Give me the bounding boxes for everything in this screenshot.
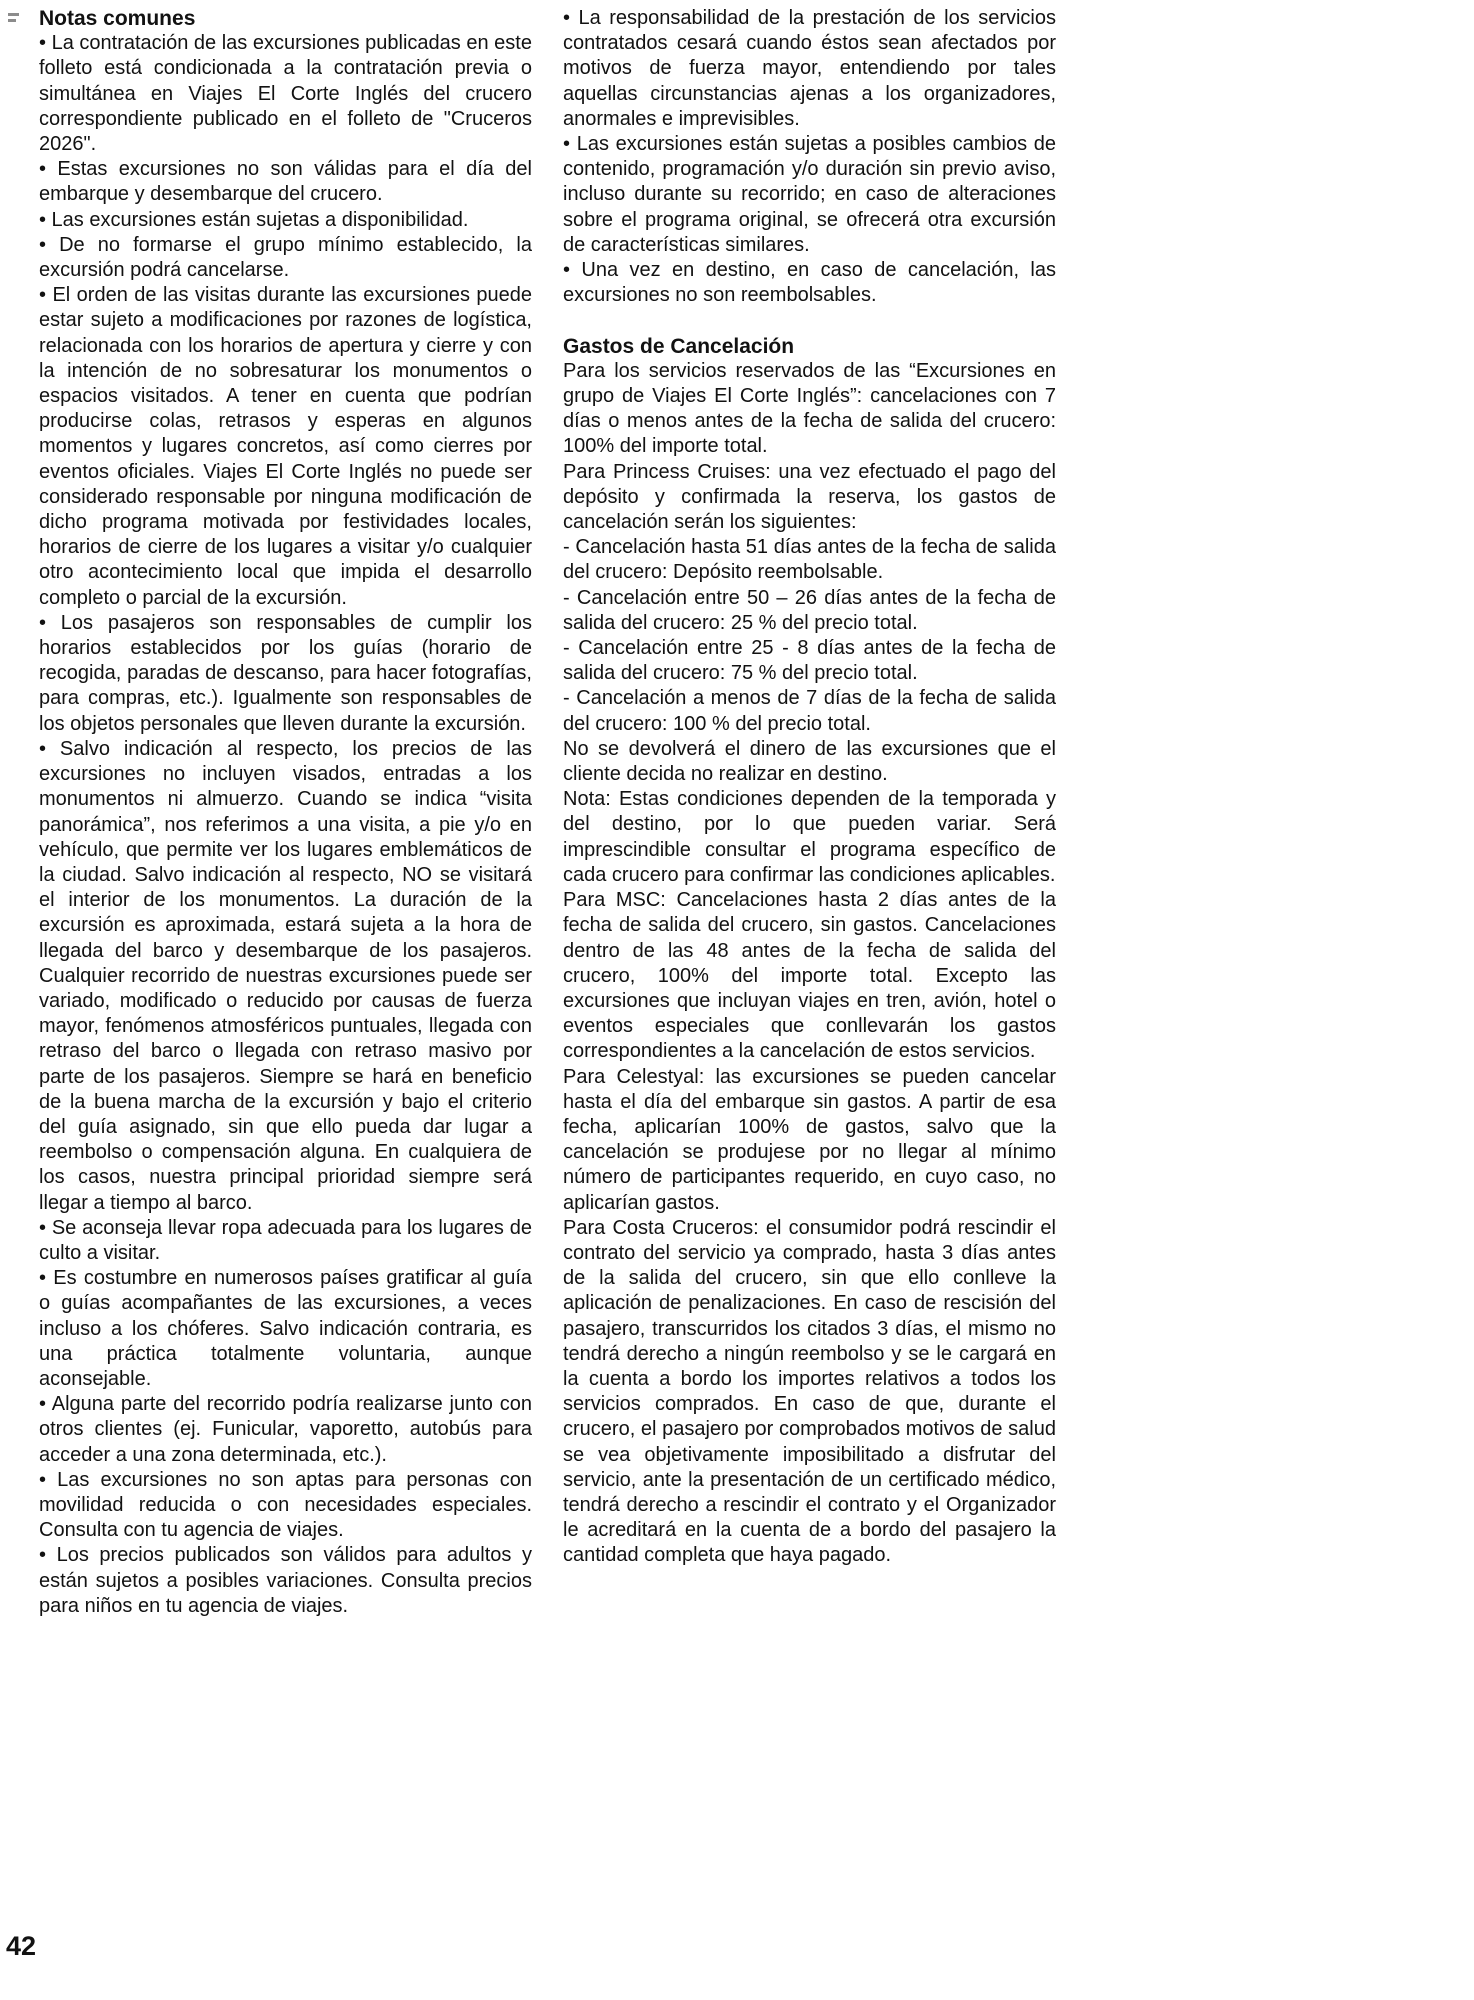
body-paragraph: Para Celestyal: las excursiones se pueden cancelar hasta el día del embarque sin gastos. A partir de esa fecha, aplicarían 100% de gastos, salvo que la cancelación se produjese por no llegar al mínimo número de participantes requerido, en cuyo caso, no aplicarían gastos. — [563, 1065, 1056, 1214]
bullet-paragraph: • El orden de las visitas durante las excursiones puede estar sujeto a modificaciones por razones de logística, relacionada con los horarios de apertura y cierre y con la intención de no sobresaturar los monumentos o espacios visitados. A tener en cuenta que podrían producirse colas, retrasos y esperas en algunos momentos y lugares concretos, así como cierres por eventos oficiales. Viajes El Corte Inglés no puede ser considerado responsable por ninguna modificación de dicho programa motivada por festividades locales, horarios de cierre de los lugares a visitar y/o cualquier otro acontecimiento local que impida el desarrollo completo o parcial de la excursión. — [39, 284, 532, 609]
left-column — [39, 6, 532, 1619]
body-paragraph: Para los servicios reservados de las “Excursiones en grupo de Viajes El Corte Inglés”: cancelaciones con 7 días o menos antes de la fecha de salida del crucero: 100% del importe total. — [563, 359, 1056, 458]
bullet-paragraph: • Salvo indicación al respecto, los precios de las excursiones no incluyen visados, entradas a los monumentos ni almuerzo. Cuando se indica “visita panorámica”, nos referimos a una visita, a pie y/o en vehículo, que permite ver los lugares emblemáticos de la ciudad. Salvo indicación al respecto, NO se visitará el interior de los monumentos. La duración de la excursión es aproximada, estará sujeta a la hora de llegada del barco y desembarque de los pasajeros. Cualquier recorrido de nuestras excursiones puede ser variado, modificado o reducido por causas de fuerza mayor, fenómenos atmosféricos puntuales, llegada con retraso del barco o llegada con retraso masivo por parte de los pasajeros. Siempre se hará en beneficio de la buena marcha de la excursión y bajo el criterio del guía asignado, sin que ello pueda dar lugar a reembolso o compensación alguna. En cualquiera de los casos, nuestra principal prioridad siempre será llegar a tiempo al barco. — [39, 737, 532, 1214]
body-paragraph: Para MSC: Cancelaciones hasta 2 días antes de la fecha de salida del crucero, sin gastos. Cancelaciones dentro de las 48 antes de la fecha de salida del crucero, 100% del importe total. Excepto las excursiones que incluyan viajes en tren, avión, hotel o eventos especiales que conllevarán los gastos correspondientes a la cancelación de estos servicios. — [563, 889, 1056, 1063]
bullet-paragraph: • Los precios publicados son válidos para adultos y están sujetos a posibles variaciones. Consulta precios para niños en tu agencia de viajes. — [39, 1544, 532, 1617]
section-heading-notas-comunes: Notas comunes — [39, 7, 196, 30]
bullet-paragraph: • De no formarse el grupo mínimo establecido, la excursión podrá cancelarse. — [39, 233, 532, 282]
body-paragraph: - Cancelación entre 25 - 8 días antes de la fecha de salida del crucero: 75 % del precio total. — [563, 637, 1056, 685]
page-number: 42 — [6, 1931, 37, 1961]
bullet-paragraph: • Estas excursiones no son válidas para el día del embarque y desembarque del crucero. — [39, 158, 532, 206]
bullet-paragraph: • Se aconseja llevar ropa adecuada para los lugares de culto a visitar. — [39, 1216, 532, 1264]
bullet-paragraph: • Una vez en destino, en caso de cancelación, las excursiones no son reembolsables. — [563, 259, 1056, 307]
bullet-paragraph: • La responsabilidad de la prestación de los servicios contratados cesará cuando éstos sean afectados por motivos de fuerza mayor, entendiendo por tales aquellas circunstancias ajenas a los organizadores, anormales e imprevisibles. — [563, 7, 1056, 130]
body-paragraph: - Cancelación a menos de 7 días de la fecha de salida del crucero: 100 % del precio total. — [563, 687, 1056, 735]
body-paragraph: No se devolverá el dinero de las excursiones que el cliente decida no realizar en destino. — [563, 737, 1056, 786]
bullet-paragraph: • La contratación de las excursiones publicadas en este folleto está condicionada a la contratación previa o simultánea en Viajes El Corte Inglés del crucero correspondiente publicado en el folleto de "Cruceros 2026". — [39, 32, 532, 156]
text-columns — [39, 6, 1056, 1619]
body-paragraph: Nota: Estas condiciones dependen de la temporada y del destino, por lo que pueden variar. Será imprescindible consultar el programa específico de cada crucero para confirmar las condiciones aplicables. — [563, 788, 1056, 886]
right-column — [563, 6, 1056, 1569]
body-paragraph: - Cancelación entre 50 – 26 días antes de la fecha de salida del crucero: 25 % del precio total. — [563, 586, 1056, 634]
bullet-paragraph: • Es costumbre en numerosos países gratificar al guía o guías acompañantes de las excursiones, a veces incluso a los chóferes. Salvo indicación contraria, es una práctica totalmente voluntaria, aunque aconsejable. — [39, 1267, 532, 1390]
margin-mark-icon — [8, 13, 19, 22]
bullet-paragraph: • Las excursiones están sujetas a disponibilidad. — [39, 208, 469, 231]
body-paragraph: - Cancelación hasta 51 días antes de la fecha de salida del crucero: Depósito reembolsable. — [563, 536, 1056, 584]
body-paragraph: Para Princess Cruises: una vez efectuado el pago del depósito y confirmada la reserva, los gastos de cancelación serán los siguientes: — [563, 460, 1056, 534]
bullet-paragraph: • Las excursiones no son aptas para personas con movilidad reducida o con necesidades especiales. Consulta con tu agencia de viajes. — [39, 1468, 532, 1542]
body-paragraph: Para Costa Cruceros: el consumidor podrá rescindir el contrato del servicio ya comprado, hasta 3 días antes de la salida del crucero, sin que ello conlleve la aplicación de penalizaciones. En caso de rescisión del pasajero, transcurridos los citados 3 días, el mismo no tendrá derecho a ningún reembolso y se le cargará en la cuenta a bordo los importes relativos a todos los servicios comprados. En caso de que, durante el crucero, el pasajero por comprobados motivos de salud se vea objetivamente imposibilitado a disfrutar del servicio, ante la presentación de un certificado médico, tendrá derecho a rescindir el contrato y el Organizador le acreditará en la cuenta de a bordo del pasajero la cantidad completa que haya pagado. — [563, 1216, 1056, 1567]
bullet-paragraph: • Los pasajeros son responsables de cumplir los horarios establecidos por los guías (horario de recogida, paradas de descanso, para hacer fotografías, para compras, etc.). Igualmente son responsables de los objetos personales que lleven durante la excursión. — [39, 611, 532, 735]
section-heading-gastos-cancelacion: Gastos de Cancelación — [563, 334, 795, 358]
bullet-paragraph: • Alguna parte del recorrido podría realizarse junto con otros clientes (ej. Funicular, vaporetto, autobús para acceder a una zona determinada, etc.). — [39, 1393, 532, 1466]
bullet-paragraph: • Las excursiones están sujetas a posibles cambios de contenido, programación y/o duración sin previo aviso, incluso durante su recorrido; en caso de alteraciones sobre el programa original, se ofrecerá otra excursión de características similares. — [563, 133, 1056, 256]
